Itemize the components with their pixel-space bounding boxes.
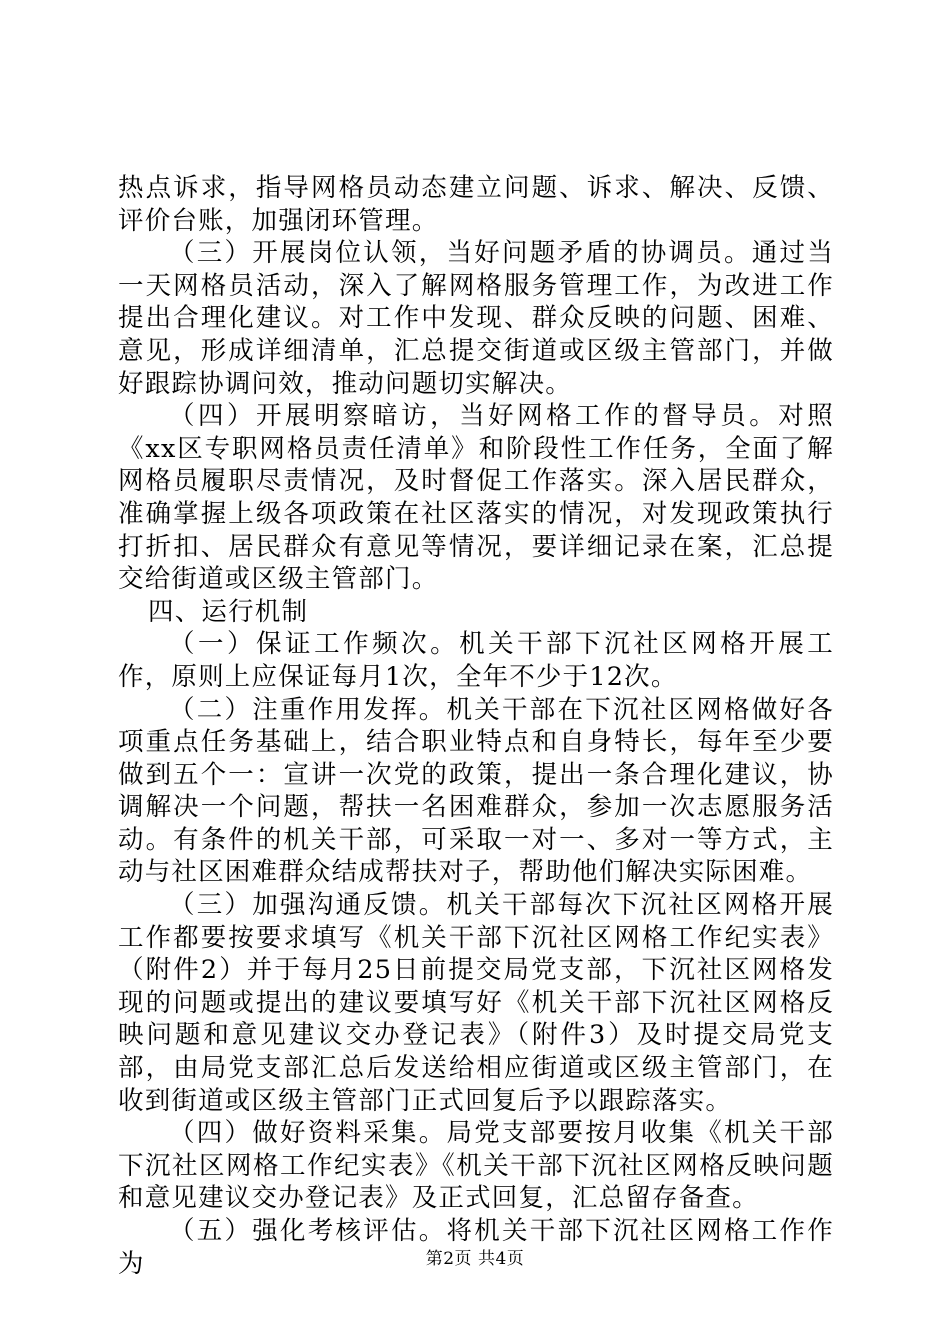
paragraph-item-4-supervisor: （四）开展明察暗访，当好网格工作的督导员。对照《xx区专职网格员责任清单》和阶段性工作任务，全面了解网格员履职尽责情况，及时督促工作落实。深入居民群众，准确掌握上级各项政策在社区落实的情况，对发现政策执行打折扣、居民群众有意见等情况，要详细记录在案，汇总提交给街道或区级主管部门。 bbox=[118, 401, 834, 595]
paragraph-item-3-coordinator: （三）开展岗位认领，当好问题矛盾的协调员。通过当一天网格员活动，深入了解网格服务管理工作，为改进工作提出合理化建议。对工作中发现、群众反映的问题、困难、意见，形成详细清单，汇总提交街道或区级主管部门，并做好跟踪协调问效，推动问题切实解决。 bbox=[118, 238, 834, 399]
section-heading-operation-mechanism: 四、运行机制 bbox=[148, 596, 309, 627]
document-body bbox=[118, 172, 834, 1280]
paragraph-records: （四）做好资料采集。局党支部要按月收集《机关干部下沉社区网格工作纪实表》《机关干部下沉社区网格反映问题和意见建议交办登记表》及正式回复，汇总留存备查。 bbox=[118, 1118, 834, 1214]
paragraph-feedback: （三）加强沟通反馈。机关干部每次下沉社区网格开展工作都要按要求填写《机关干部下沉社区网格工作纪实表》（附件2）并于每月25日前提交局党支部，下沉社区网格发现的问题或提出的建议要填写好《机关干部下沉社区网格反映问题和意见建议交办登记表》（附件3）及时提交局党支部，由局党支部汇总后发送给相应街道或区级主管部门，在收到街道或区级主管部门正式回复后予以跟踪落实。 bbox=[118, 890, 834, 1116]
paragraph-assessment: （五）强化考核评估。将机关干部下沉社区网格工作作为 bbox=[118, 1216, 834, 1279]
paragraph-continuation: 热点诉求，指导网格员动态建立问题、诉求、解决、反馈、评价台账，加强闭环管理。 bbox=[118, 173, 834, 236]
page-number-footer: 第2页 共4页 bbox=[425, 1249, 525, 1269]
paragraph-role: （二）注重作用发挥。机关干部在下沉社区网格做好各项重点任务基础上，结合职业特点和自身特长，每年至少要做到五个一：宣讲一次党的政策，提出一条合理化建议，协调解决一个问题，帮扶一名困难群众，参加一次志愿服务活动。有条件的机关干部，可采取一对一、多对一等方式，主动与社区困难群众结成帮扶对子，帮助他们解决实际困难。 bbox=[118, 694, 834, 888]
paragraph-frequency: （一）保证工作频次。机关干部下沉社区网格开展工作，原则上应保证每月1次，全年不少于12次。 bbox=[118, 629, 834, 692]
